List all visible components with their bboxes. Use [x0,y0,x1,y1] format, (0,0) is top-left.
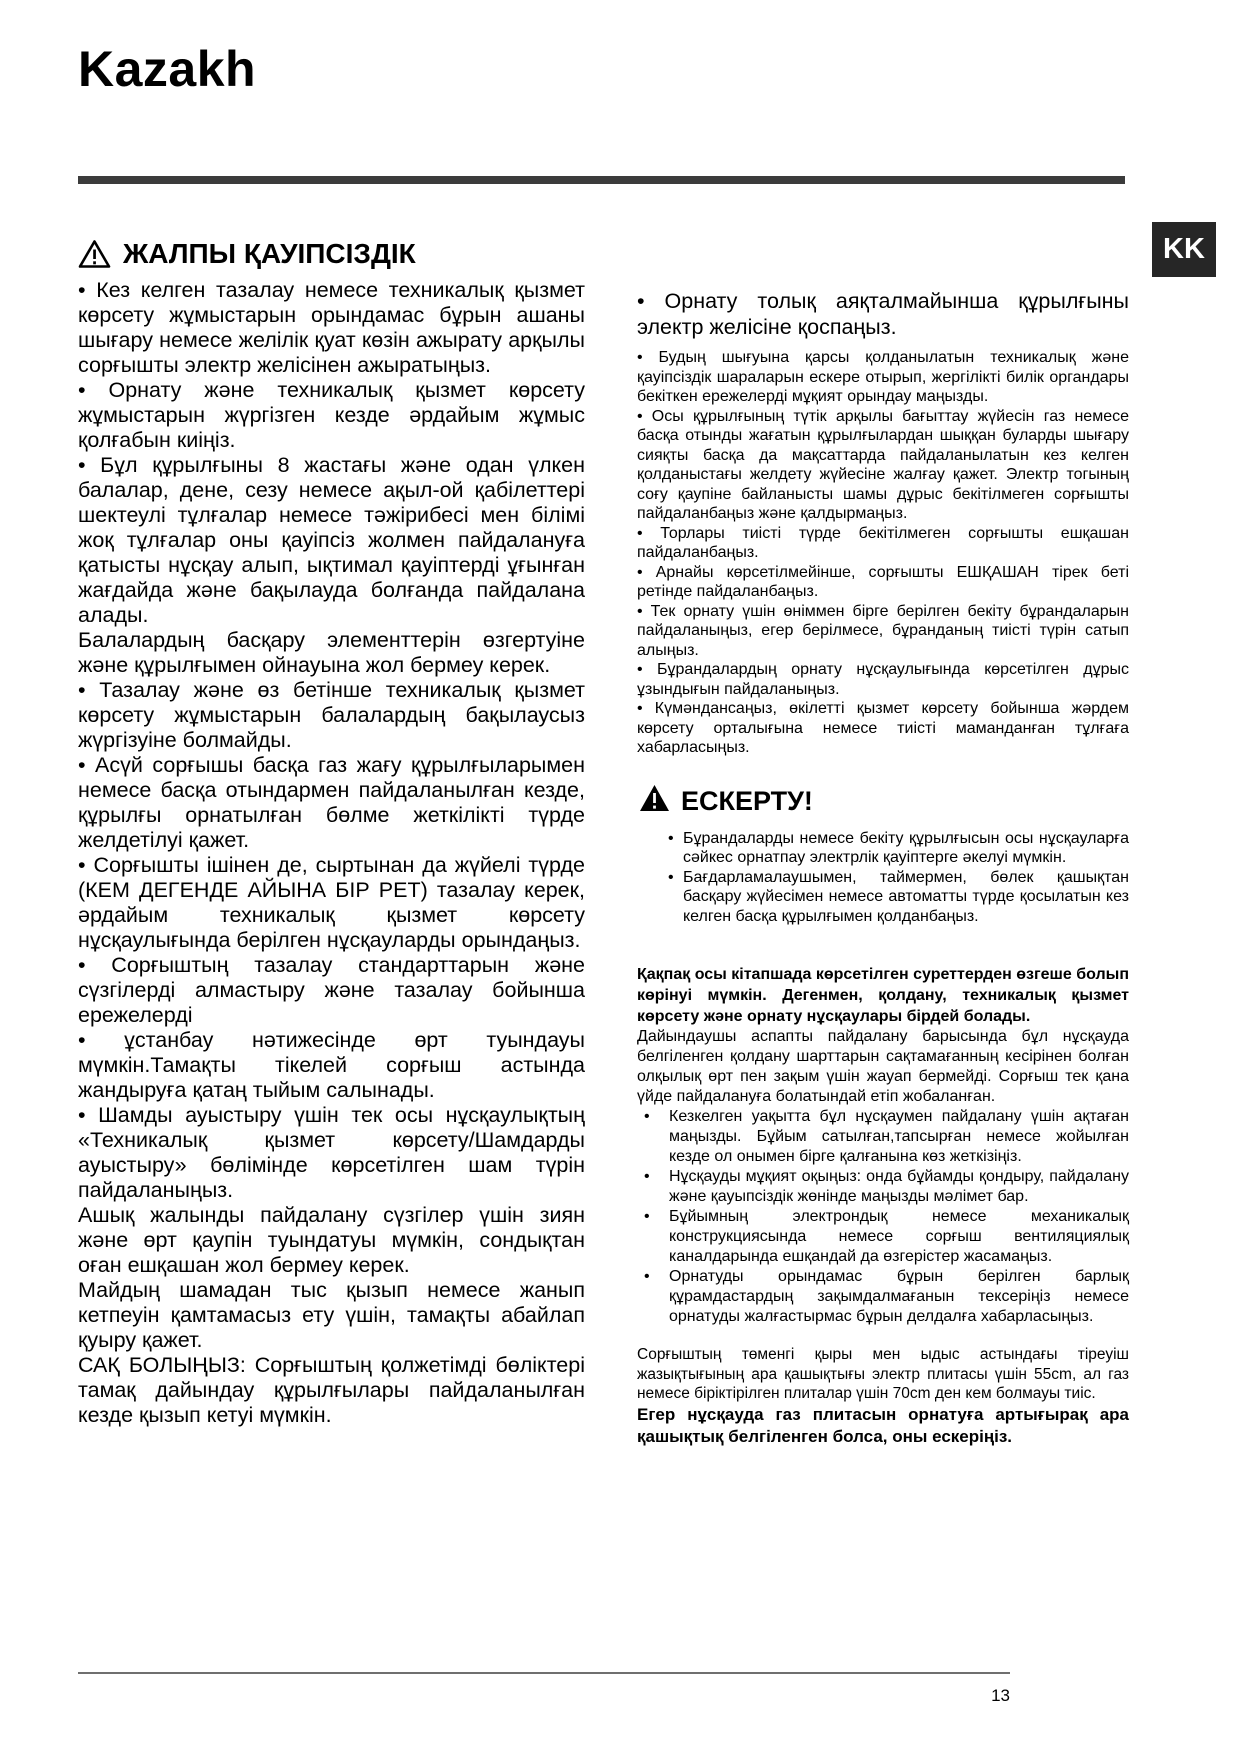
usage-list-item [637,1167,1129,1207]
content-columns [78,238,1129,1448]
bullet-marker: • [644,1208,650,1225]
bullet-marker: • [668,868,674,886]
safety-paragraph: • Кез келген тазалау немесе техникалық қызмет көрсету жұмыстарын орындамас бұрын ашаны шығару немесе желілік қуат көзін ажырату арқылы сорғышты электр желісінен ажыратыңыз. [78,278,585,377]
page-title: Kazakh [78,41,257,97]
safety-paragraph: • Асүй сорғышы басқа газ жағу құрылғыларымен немесе басқа отындармен пайдаланылған кезде, құрылғы орнатылған бөлме жеткілікті түрде желдетілуі қажет. [78,753,585,852]
usage-list-item-text: Кезкелген уақытта бұл нұсқаумен пайдалану үшін ақтаған маңызды. Бұйым сатылған,тапсырған немесе жойылған кезде ол онымен бірге қалғанына көз жеткізіңіз. [669,1108,1129,1165]
right-column [637,238,1129,1448]
safety-paragraph: Ашық жалынды пайдалану сүзгілер үшін зиян және өрт қаупін туындатуы мүмкін, сондықтан оған ешқашан жол бермеу керек. [78,1203,585,1277]
footer-divider [78,1672,1010,1674]
bullet-marker: • [644,1268,650,1285]
installation-note: • Арнайы көрсетілмейінше, сорғышты ЕШҚАШАН тірек беті ретінде пайдаланбаңыз. [637,563,1129,600]
usage-list-item [637,1267,1129,1327]
caution-list-item-text: Бұрандаларды немесе бекіту құрылғысын осы нұсқауларға сәйкес орнатпау электрлік қауіптерге әкелуі мүмкін. [683,829,1129,866]
installation-note: • Торлары тиісті түрде бекітілмеген сорғышты ешқашан пайдаланбаңыз. [637,524,1129,561]
distance-requirement: Сорғыштың төменгі қыры мен ыдыс астындағы тіреуіш жазықтығының ара қашықтығы электр плитасы үшін 55cm, ал газ немесе біріктірілген плиталар үшін 70cm ден кем болмауы тиіс. [637,1346,1129,1402]
safety-paragraph: • Сорғыштың тазалау стандарттарын және сүзгілерді алмастыру және тазалау бойынша ережелерді [78,953,585,1027]
warning-triangle-filled-icon [639,784,670,819]
safety-paragraph: Майдың шамадан тыс қызып немесе жанып кетпеуін қамтамасыз ету үшін, тамақты абайлап қуыру қажет. [78,1278,585,1352]
safety-paragraph: • Шамды ауыстыру үшін тек осы нұсқаулықтың «Техникалық қызмет көрсету/Шамдарды ауыстыру» бөлімінде көрсетілген шам түрін пайдаланыңыз. [78,1103,585,1202]
caution-list-item-text: Бағдарламалаушымен, таймермен, бөлек қашықтан басқару жүйесімен немесе автоматты түрде қосылатын кез келген басқа құрылғымен қолданбаңыз. [683,868,1129,925]
safety-paragraph: САҚ БОЛЫҢЫЗ: Сорғыштың қолжетімді бөліктері тамақ дайындау құрылғылары пайдаланылған кезде қызып кетуі мүмкін. [78,1353,585,1427]
caution-list-item [637,868,1129,927]
usage-list-item-text: Нұсқауды мұқият оқыңыз: онда бұйамды қондыру, пайдалану және қауыпсіздік жөнінде маңызды мәлімет бар. [669,1168,1129,1205]
caution-list-item [637,829,1129,868]
usage-list-item-text: Орнатуды орындамас бұрын берілген барлық құрамдастардың зақымдалмағанын тексеріңіз немесе орнатуды жалғастырмас бұрын делдалға хабарласыңыз. [669,1268,1129,1325]
general-safety-heading-text: ЖАЛПЫ ҚАУІПСІЗДІК [123,238,416,269]
bullet-marker: • [668,829,674,847]
distance-requirement-bold: Егер нұсқауда газ плитасын орнатуға артығырақ ара қашықтық белгіленген болса, оны ескеріңіз. [637,1404,1129,1446]
caution-heading [639,784,1129,819]
manufacturer-disclaimer: Дайындаушы аспапты пайдалану барысында бұл нұсқауда белгіленген қолдану шарттарын сақтамағанның кесірінен болған олқылық өрт пен зақым үшін жауап бермейді. Сорғыш тек қана үйде пайдалануға болатындай етіп жобаланған. [637,1028,1129,1105]
safety-paragraph: • Сорғышты ішінен де, сыртынан да жүйелі түрде (КЕМ ДЕГЕНДЕ АЙЫНА БІР РЕТ) тазалау керек, әрдайым техникалық қызмет көрсету нұсқаулығында берілген нұсқауларды орындаңыз. [78,853,585,952]
install-warning-paragraph: • Орнату толық аяқталмайынша құрылғыны электр желісіне қоспаңыз. [637,289,1129,339]
bullet-marker: • [644,1168,650,1185]
caution-heading-text: ЕСКЕРТУ! [681,785,813,816]
appearance-note: Қақпақ осы кітапшада көрсетілген суреттерден өзгеше болып көрінуі мүмкін. Дегенмен, қолдану, техникалық қызмет көрсету және орнату нұсқаулары бірдей болады. [637,966,1129,1025]
installation-note: • Бұрандалардың орнату нұсқаулығында көрсетілген дұрыс ұзындығын пайдаланыңыз. [637,661,1129,698]
warning-triangle-outline-icon [78,239,111,269]
safety-paragraph: • Тазалау және өз бетінше техникалық қызмет көрсету жұмыстарын балалардың бақылаусыз жүргізуіне болмайды. [78,678,585,752]
page-number: 13 [991,1686,1010,1705]
usage-list-item [637,1207,1129,1267]
bullet-marker: • [644,1108,650,1125]
left-column [78,238,585,1448]
usage-list-item-text: Бұйымның электрондық немесе механикалық конструкциясында немесе сорғыш вентиляциялық каналдарында ешқандай да өзгерістер жасамаңыз. [669,1208,1129,1265]
installation-note: • Күмәндансаңыз, өкілетті қызмет көрсету бойынша жәрдем көрсету орталығына немесе тиісті маманданған тұлғаға хабарласыңыз. [637,700,1129,756]
general-safety-heading [78,238,585,270]
header-divider [78,176,1125,184]
installation-note: • Будың шығуына қарсы қолданылатын техникалық және қауіпсіздік шараларын ескере отырып, жергілікті билік органдары бекіткен ережелерді мұқият орындау маңызды. [637,349,1129,405]
usage-list-item [637,1107,1129,1167]
safety-paragraph: • ұстанбау нәтижесінде өрт туындауы мүмкін.Тамақты тікелей сорғыш астында жандыруға қатаң тыйым салынады. [78,1028,585,1102]
safety-paragraph: Балалардың басқару элементтерін өзгертуіне және құрылғымен ойнауына жол бермеу керек. [78,628,585,677]
safety-paragraph: • Орнату және техникалық қызмет көрсету жұмыстарын жүргізген кезде әрдайым жұмыс қолғабын киіңіз. [78,378,585,452]
installation-note: • Осы құрылғының түтік арқылы бағыттау жүйесін газ немесе басқа отынды жағатын құрылғылардан шыққан буларды шығару сияқты басқа да мақсаттарда пайдаланылатын кез келген қолданыстағы желдету жүйесіне жалғау қажет. Электр тогының соғу қаупіне байланысты шамы дұрыс бекітілмеген сорғышты пайдаланбаңыз және қалдырмаңыз. [637,407,1129,522]
safety-paragraph: • Бұл құрылғыны 8 жастағы және одан үлкен балалар, дене, сезу немесе ақыл-ой қабілеттері шектеулі тұлғалар немесе тәжірибесі мен білімі жоқ тұлғалар оны қауіпсіз жолмен пайдалануға қатысты нұсқау алып, ықтимал қауіптерді ұғынған жағдайда және бақылауда болғанда пайдалана алады. [78,453,585,627]
installation-note: • Тек орнату үшін өніммен бірге берілген бекіту бұрандаларын пайдаланыңыз, егер берілмесе, бұранданың тиісті түрін сатып алыңыз. [637,602,1129,659]
language-badge: KK [1152,222,1216,277]
